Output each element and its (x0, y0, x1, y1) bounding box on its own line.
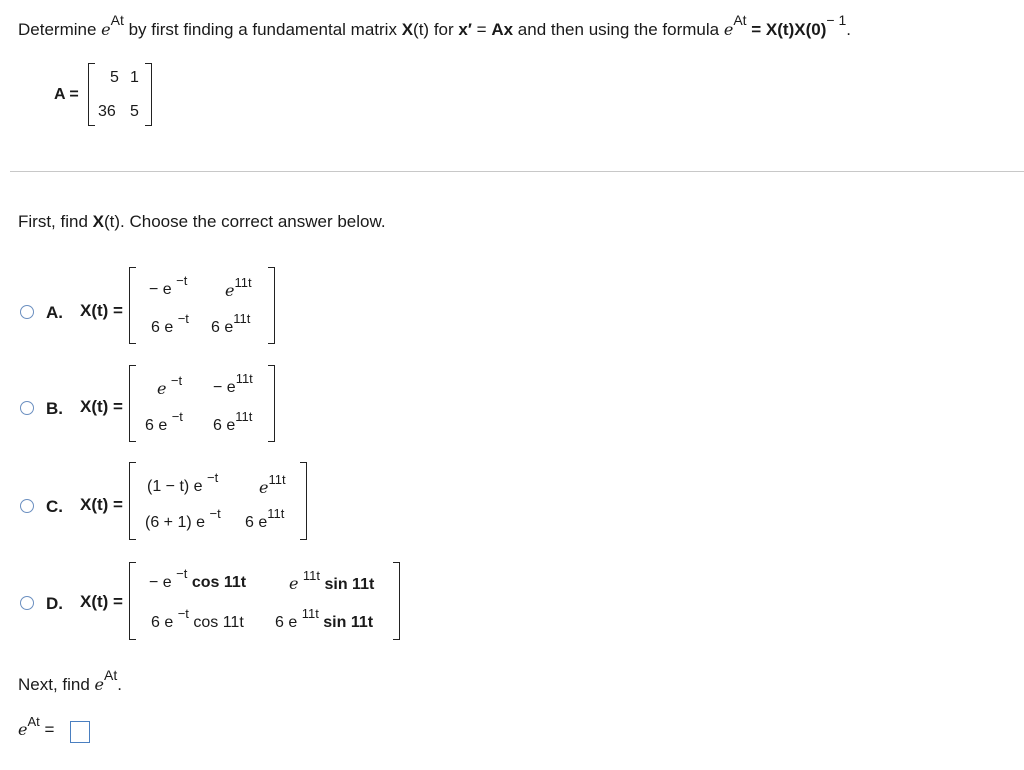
matrix-a-cell: 5 (130, 103, 139, 120)
option-d-matrix: − e $^{-t}$ cos 11t e $^{11t}$ sin 11t 6 e $^{-t}$ cos 11t 6 e $^{11t}$ sin 11t (129, 562, 400, 640)
radio-option-a[interactable] (20, 305, 34, 319)
option-label: X(t) = (80, 397, 123, 416)
question-text: Determine $e^{At}$ by first finding a fundamental matrix X(t) for x′ = Ax and then using the formula $e^{At} = X(t)X(0)^{- 1}$. (18, 12, 851, 39)
option-label: X(t) = (80, 495, 123, 514)
option-b-matrix: e $^{-t}$ − $e^{11t}$ 6 e $^{-t}$ 6 $e^{11t}$ (129, 365, 275, 442)
answer-input[interactable] (70, 721, 90, 743)
radio-option-c[interactable] (20, 499, 34, 513)
option-a-matrix: − e $^{-t}$ $e^{11t}$ 6 e $^{-t}$ 6 $e^{11t}$ (129, 267, 275, 344)
part2-prompt: Next, find $e^{At}$. (18, 667, 122, 694)
option-letter: D. (46, 594, 63, 613)
option-letter: A. (46, 303, 63, 322)
option-letter: C. (46, 497, 63, 516)
matrix-a-cell: 5 (110, 69, 119, 86)
radio-option-b[interactable] (20, 401, 34, 415)
matrix-a-label: A = (54, 86, 79, 103)
option-c-matrix: (1 − t) e $^{-t}$ $e^{11t}$ (6 + 1) e $^{-t}$ 6 $e^{11t}$ (129, 462, 307, 540)
option-label: X(t) = (80, 301, 123, 320)
matrix-a-cell: 1 (130, 69, 139, 86)
answer-label: $e^{At}$ = (18, 714, 55, 739)
matrix-a-cell: 36 (98, 103, 116, 120)
option-letter: B. (46, 399, 63, 418)
matrix-a (88, 63, 152, 126)
option-label: X(t) = (80, 592, 123, 611)
radio-option-d[interactable] (20, 596, 34, 610)
section-divider (10, 171, 1024, 172)
part1-prompt: First, find X(t). Choose the correct answer below. (18, 212, 386, 231)
